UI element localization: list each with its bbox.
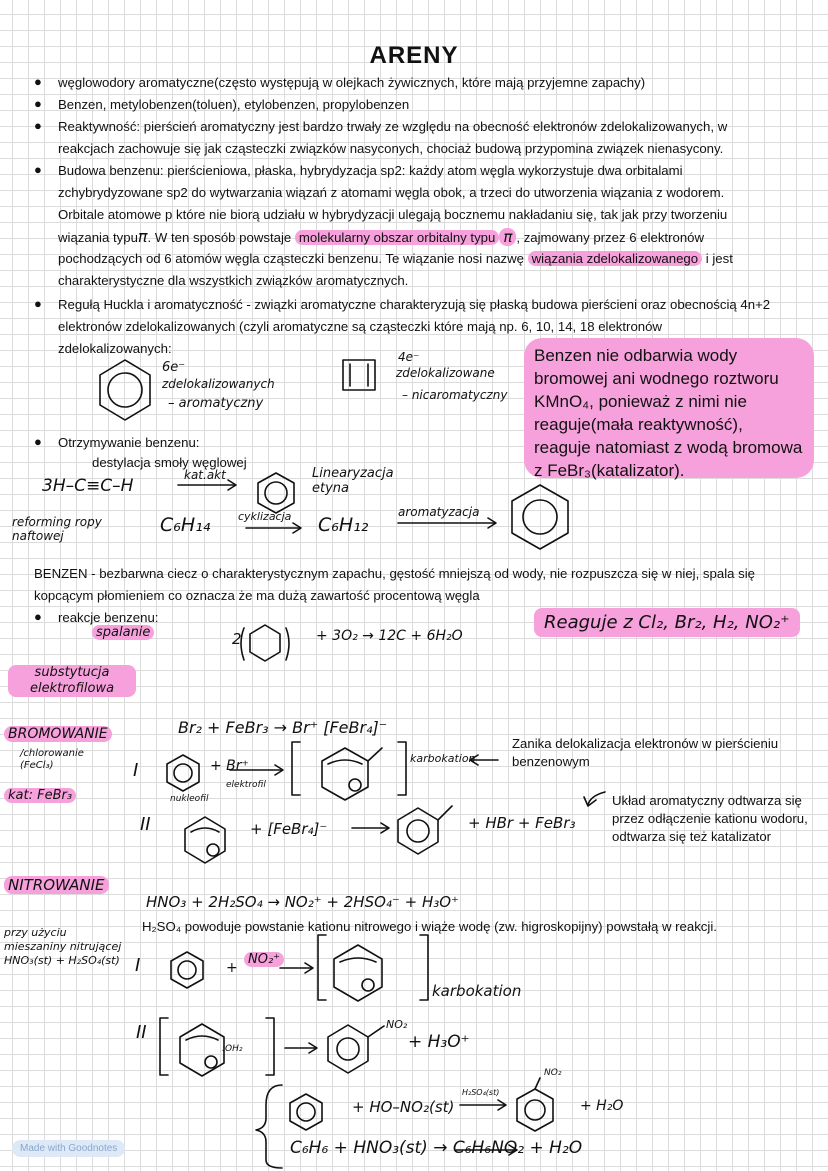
hand-nitro-eq: HNO₃ + 2H₂SO₄ → NO₂⁺ + 2HSO₄⁻ + H₃O⁺ bbox=[146, 893, 459, 911]
hand-oh2: :OH₂ bbox=[222, 1044, 243, 1054]
bullet-text: Orbitale atomowe p które nie biorą udziału w hybrydyzacji ulegają bocznemu nakładaniu się, tak jak przy tworzeniu bbox=[58, 207, 728, 222]
note-uklad: Układ aromatyczny odtwarza się przez odłączenie kationu wodoru, odtwarza się też katalizator bbox=[612, 793, 808, 844]
arrow-curve bbox=[588, 792, 605, 805]
bracket bbox=[318, 935, 326, 1000]
bullet-text: Otrzymywanie benzenu: bbox=[58, 435, 200, 450]
hand-no2plus: NO₂⁺ bbox=[244, 952, 284, 967]
hand-br-eq: Br₂ + FeBr₃ → Br⁺ [FeBr₄]⁻ bbox=[178, 718, 388, 737]
pink-note-text: Benzen nie odbarwia wody bromowej ani wodnego roztworu KMnO₄, ponieważ z nimi nie reaguje(mała reaktywność), reaguje natomiast z wodą bromowa z FeBr₃(katalizator). bbox=[534, 346, 803, 480]
bullet-text: Reaktywność: pierścień aromatyczny jest bardzo trwały ze względu na obecność elektronów zdelokalizowanych, w bbox=[58, 119, 728, 134]
bullet-dot: ● bbox=[34, 296, 42, 311]
bullet-dot: ● bbox=[34, 118, 42, 133]
hand-no2: NO₂ bbox=[386, 1018, 408, 1031]
bracket bbox=[292, 742, 300, 795]
nitro-carbocation-2 bbox=[180, 1024, 224, 1076]
hand-4e: 4e⁻ bbox=[398, 350, 420, 364]
bullet-text: Benzen, metylobenzen(toluen), etylobenzen, propylobenzen bbox=[58, 97, 410, 112]
highlight: wiązania zdelokalizowanego bbox=[528, 251, 702, 266]
hand-karbokation2: karbokation bbox=[432, 982, 522, 1000]
hand-nitro-note: przy użyciu mieszaniny nitrującej HNO₃(st) + H₂SO₄(st) bbox=[4, 926, 122, 967]
text: . W ten sposób powstaje bbox=[147, 230, 295, 245]
hand-cyklizacja: cyklizacja bbox=[238, 510, 292, 523]
hand-hbr: + HBr + FeBr₃ bbox=[468, 814, 576, 832]
hand-plus: + bbox=[226, 960, 238, 976]
bullet-text: reakcje benzenu: bbox=[58, 610, 159, 625]
destylacja: destylacja smoły węglowej bbox=[92, 455, 247, 470]
text: i jest bbox=[702, 251, 733, 266]
hand-h2so4st: H₂SO₄(st) bbox=[462, 1088, 500, 1097]
bullet-text: Regułą Huckla i aromatyczność - związki aromatyczne charakteryzują się płaską budowa pierścieni oraz obecnością 4n+2 bbox=[58, 297, 771, 312]
cyclobutadiene-square bbox=[343, 360, 375, 390]
hand-c6h12: C₆H₁₂ bbox=[318, 514, 369, 536]
bullet-text: zdelokalizowanych: bbox=[58, 341, 172, 356]
hand-arom: – aromatyczny bbox=[168, 396, 264, 411]
carbocation-ring bbox=[322, 748, 382, 800]
hand-eq3-mid: + HO–NO₂(st) bbox=[352, 1098, 455, 1116]
bullet-dot: ● bbox=[34, 434, 42, 449]
benzene-ring-big bbox=[512, 485, 568, 549]
hand-kat-febr3: kat: FeBr₃ bbox=[4, 788, 76, 803]
hand-reforming: reforming ropy naftowej bbox=[12, 515, 102, 543]
hand-lineyz: Linearyzacja etyna bbox=[312, 466, 394, 496]
hand-spalanie: spalanie bbox=[92, 625, 154, 640]
benzene-ring-product bbox=[258, 473, 294, 513]
text: wiązania typu bbox=[58, 230, 138, 245]
pi-symbol: π bbox=[137, 227, 148, 246]
hand-reaguje: Reaguje z Cl₂, Br₂, H₂, NO₂⁺ bbox=[534, 608, 800, 637]
hand-chlorowanie: /chlorowanie (FeCl₃) bbox=[20, 748, 84, 771]
hand-c6h14: C₆H₁₄ bbox=[160, 514, 211, 536]
text: , zajmowany przez 6 elektronów bbox=[516, 230, 705, 245]
hand-febr4: + [FeBr₄]⁻ bbox=[250, 820, 328, 838]
hand-spal-2: 2 bbox=[232, 630, 242, 648]
hand-karbokation: karbokation bbox=[410, 752, 476, 765]
note-h2so4: H₂SO₄ powoduje powstanie kationu nitrowego i wiąże wodę (zw. higroskopijny) powstałą w reakcji. bbox=[142, 919, 717, 934]
hand-bromowanie: BROMOWANIE bbox=[4, 726, 112, 742]
carbocation-ring-2 bbox=[185, 817, 225, 863]
hand-eq4: C₆H₆ + HNO₃(st) → C₆H₆NO₂ + H₂O bbox=[290, 1138, 583, 1158]
pink-note-box bbox=[524, 338, 814, 478]
bullet-text: reakcjach zachowuje się jak cząsteczki związków nasyconych, chociaż budową przypomina związek nienasycony. bbox=[58, 141, 724, 156]
hand-roman1: I bbox=[133, 760, 139, 781]
hand-zdelok: zdelokalizowanych bbox=[162, 377, 275, 391]
bullet-dot: ● bbox=[34, 609, 42, 624]
page-title: ARENY bbox=[369, 42, 459, 69]
goodnotes-badge: Made with Goodnotes bbox=[12, 1140, 125, 1157]
bracket bbox=[160, 1018, 168, 1075]
hand-zdelok2: zdelokalizowane bbox=[396, 366, 495, 380]
nitrobenzene-ring bbox=[328, 1025, 384, 1073]
brace bbox=[256, 1085, 282, 1168]
benzene-ring-combustion bbox=[241, 625, 289, 661]
hand-spal-eq: + 3O₂ → 12C + 6H₂O bbox=[316, 628, 463, 644]
bracket bbox=[420, 935, 428, 1000]
bullet-text: charakterystyczne dla wszystkich związków aromatycznych. bbox=[58, 273, 409, 288]
hand-aromatyzacja: aromatyzacja bbox=[398, 505, 480, 519]
benzene-ring-nitro1 bbox=[171, 952, 203, 988]
bracket bbox=[266, 1018, 274, 1075]
benzen-desc: BENZEN - bezbarwna ciecz o charakterystycznym zapachu, gęstość mniejszą od wody, nie rozpuszcza się w niej, spala się bbox=[34, 566, 755, 581]
hand-no2-eq3: NO₂ bbox=[544, 1068, 562, 1078]
hand-h2o: + H₂O bbox=[580, 1098, 624, 1114]
hand-brplus: + Br⁺ bbox=[210, 758, 249, 774]
bullet-text: Budowa benzenu: pierścieniowa, płaska, hybrydyzacja sp2: każdy atom węgla wykorzystuje dwa orbitalami bbox=[58, 163, 683, 178]
bullet-text: elektronów zdelokalizowanych (czyli aromatyczne są cząsteczki które mają np. 6, 10, 14, 18 elektronów bbox=[58, 319, 662, 334]
benzen-desc: kopcącym płomieniem co oznacza że ma dużą zawartość procentową węgla bbox=[34, 588, 480, 603]
bromobenzene-ring bbox=[398, 806, 452, 854]
hand-roman2b: II bbox=[136, 1022, 147, 1043]
bullet-text: zchybrydyzowane sp2 do wytwarzania wiązań z atomami węgla obok, a trzeci do utworzenia wiązania z wodorem. bbox=[58, 185, 725, 200]
nitro-carbocation bbox=[334, 945, 382, 1001]
pi-symbol: π bbox=[499, 228, 516, 246]
hand-elektrofil: elektrofil bbox=[226, 780, 266, 790]
note-zanika: Zanika delokalizacja elektronów w pierścieniu benzenowym bbox=[512, 736, 779, 769]
hand-acetylene: 3H–C≡C–H bbox=[42, 476, 134, 496]
bullet-dot: ● bbox=[34, 96, 42, 111]
hand-h3o: + H₃O⁺ bbox=[408, 1032, 470, 1052]
highlight: molekularny obszar orbitalny typu bbox=[295, 230, 499, 245]
hand-6e: 6e⁻ bbox=[162, 360, 186, 375]
bullet-text: węglowodory aromatyczne(często występują w olejkach żywicznych, które mają przyjemne zapachy) bbox=[58, 75, 646, 90]
benzene-ring-aromatic bbox=[100, 360, 150, 420]
hand-niearom: – nicaromatyczny bbox=[402, 388, 508, 402]
bracket bbox=[398, 742, 406, 795]
bullet-dot: ● bbox=[34, 162, 42, 177]
nitrobenzene-ring-eq3 bbox=[517, 1078, 553, 1131]
hand-nukleofil: nukleofil bbox=[170, 794, 209, 804]
benzene-ring-eq3 bbox=[290, 1094, 322, 1130]
text: pochodzących od 6 atomów węgla cząsteczki benzenu. Te wiązanie nosi nazwę bbox=[58, 251, 528, 266]
hand-roman1b: I bbox=[135, 955, 141, 976]
benzene-ring-step1 bbox=[167, 755, 199, 791]
hand-katal: kat.akt bbox=[184, 468, 226, 482]
bullet-dot: ● bbox=[34, 74, 42, 89]
hand-nitrowanie: NITROWANIE bbox=[4, 876, 109, 894]
hand-substytucja: substytucja elektrofilowa bbox=[8, 665, 136, 697]
hand-roman2: II bbox=[140, 814, 151, 835]
